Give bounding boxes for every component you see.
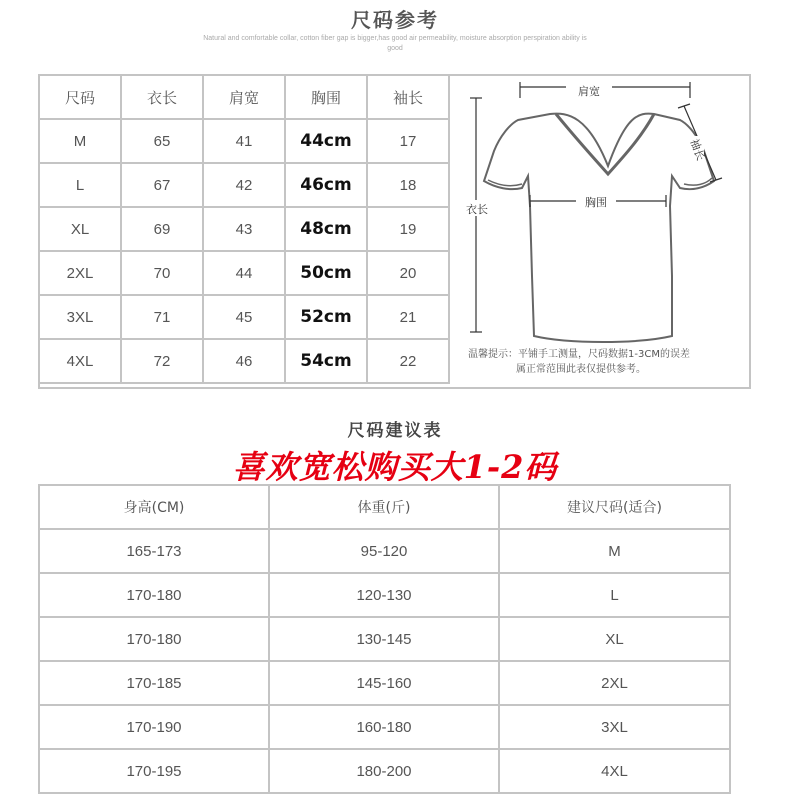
table-cell: 2XL [39,251,121,295]
table-cell: 21 [367,295,449,339]
table-row [39,295,449,339]
table-cell: 45 [203,295,285,339]
table-row [39,705,730,749]
table-cell: 67 [121,163,203,207]
table-cell: M [39,119,121,163]
table-cell: 19 [367,207,449,251]
table-cell: 145-160 [269,661,499,705]
header-cell: 建议尺码(适合) [499,485,730,529]
table-cell: 120-130 [269,573,499,617]
table-cell: 180-200 [269,749,499,793]
note-line: 温馨提示：平铺手工测量，尺码数据1-3CM的误差 [468,349,690,360]
recommend-table [38,484,731,794]
table-cell: 50cm [285,251,367,295]
table-row [39,573,730,617]
table-row [39,661,730,705]
table-cell: 3XL [39,295,121,339]
table-row [39,119,449,163]
shoulder-label: 肩宽 [578,85,600,98]
table-row [39,251,449,295]
header-cell: 袖长 [367,75,449,119]
table-cell: 18 [367,163,449,207]
table-cell: 17 [367,119,449,163]
table-cell: 22 [367,339,449,383]
tshirt-outline-icon [484,114,714,342]
page-title: 尺码参考 [351,8,439,32]
table-cell: 54cm [285,339,367,383]
table-cell: 3XL [499,705,730,749]
table-cell: 71 [121,295,203,339]
table-cell: 72 [121,339,203,383]
table-cell: 43 [203,207,285,251]
table-cell: L [39,163,121,207]
table-cell: 130-145 [269,617,499,661]
table-cell: 160-180 [269,705,499,749]
header-cell: 胸围 [285,75,367,119]
table-cell: 4XL [39,339,121,383]
table-cell: 170-185 [39,661,269,705]
size-table-header-row [39,75,449,119]
table-row [39,339,449,383]
table-row [39,617,730,661]
table-cell: XL [39,207,121,251]
chest-label: 胸围 [585,196,607,209]
header-cell: 衣长 [121,75,203,119]
header-cell: 身高(CM) [39,485,269,529]
table-cell: XL [499,617,730,661]
table-cell: 44 [203,251,285,295]
table-cell: 52cm [285,295,367,339]
table-cell: 170-180 [39,573,269,617]
table-cell: 70 [121,251,203,295]
table-cell: 170-190 [39,705,269,749]
table-row [39,207,449,251]
table-cell: 4XL [499,749,730,793]
table-cell: 46cm [285,163,367,207]
length-label: 衣长 [466,203,488,216]
header-cell: 肩宽 [203,75,285,119]
table-cell: 65 [121,119,203,163]
page-subtitle: Natural and comfortable collar, cotton fiber gap is bigger,has good air permeability, moisture absorption perspiration ability is good [203,35,587,52]
size-table [38,74,450,384]
tshirt-measurement-diagram [458,76,748,386]
table-cell: 2XL [499,661,730,705]
table-cell: 42 [203,163,285,207]
table-cell: L [499,573,730,617]
table-cell: 48cm [285,207,367,251]
table-cell: 69 [121,207,203,251]
recommend-title: 尺码建议表 [347,421,443,441]
table-cell: 41 [203,119,285,163]
note-line: 属正常范围此表仅提供参考。 [516,364,646,375]
recommend-header-row [39,485,730,529]
table-cell: 95-120 [269,529,499,573]
table-cell: M [499,529,730,573]
promo-text: 喜欢宽松购买大1-2码 [232,448,558,486]
sleeve-label: 袖长 [687,137,708,163]
table-cell: 46 [203,339,285,383]
table-cell: 44cm [285,119,367,163]
table-row [39,163,449,207]
table-row [39,749,730,793]
header-cell: 尺码 [39,75,121,119]
table-cell: 170-195 [39,749,269,793]
measurement-note [468,347,748,377]
table-row [39,529,730,573]
table-cell: 165-173 [39,529,269,573]
header-cell: 体重(斤) [269,485,499,529]
table-cell: 20 [367,251,449,295]
table-cell: 170-180 [39,617,269,661]
